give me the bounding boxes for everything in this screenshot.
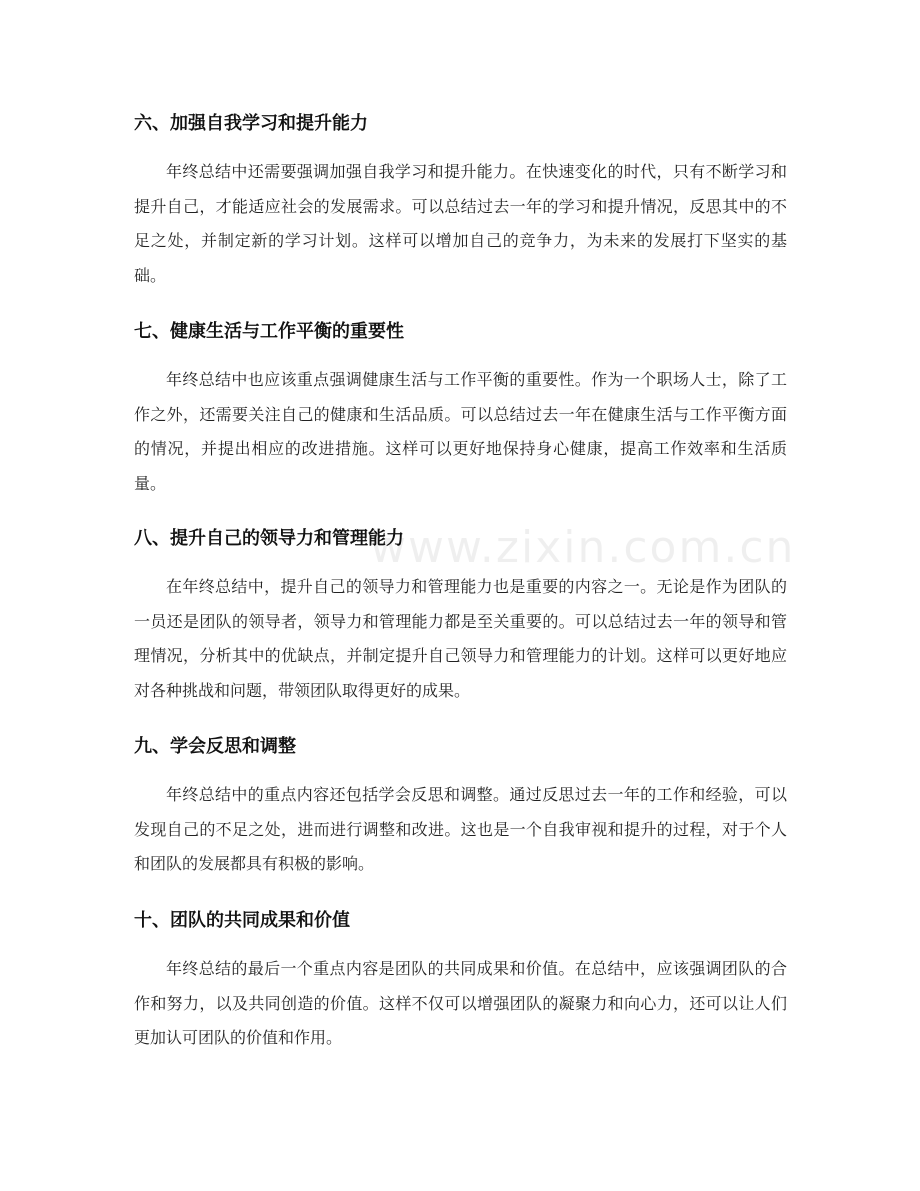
- watermark: www.zixin.com.cn: [370, 522, 796, 573]
- section-paragraph-10: 年终总结的最后一个重点内容是团队的共同成果和价值。在总结中，应该强调团队的合作和努力，以及共同创造的价值。这样不仅可以增强团队的凝聚力和向心力，还可以让人们更加认可团队的价值和作用。: [134, 959, 787, 1048]
- section-heading-6: 六、加强自我学习和提升能力: [134, 113, 368, 134]
- section-paragraph-8: 在年终总结中，提升自己的领导力和管理能力也是重要的内容之一。无论是作为团队的一员还是团队的领导者，领导力和管理能力都是至关重要的。可以总结过去一年的领导和管理情况，分析其中的优缺点，并制定提升自己领导力和管理能力的计划。这样可以更好地应对各种挑战和问题，带领团队取得更好的成果。: [134, 577, 787, 701]
- section-heading-10: 十、团队的共同成果和价值: [134, 910, 350, 931]
- section-paragraph-6: 年终总结中还需要强调加强自我学习和提升能力。在快速变化的时代，只有不断学习和提升自己，才能适应社会的发展需求。可以总结过去一年的学习和提升情况，反思其中的不足之处，并制定新的学习计划。这样可以增加自己的竞争力，为未来的发展打下坚实的基础。: [134, 162, 787, 286]
- section-heading-8: 八、提升自己的领导力和管理能力: [134, 528, 404, 549]
- section-heading-7: 七、健康生活与工作平衡的重要性: [134, 321, 404, 342]
- section-heading-9: 九、学会反思和调整: [134, 736, 296, 757]
- section-paragraph-7: 年终总结中也应该重点强调健康生活与工作平衡的重要性。作为一个职场人士，除了工作之外，还需要关注自己的健康和生活品质。可以总结过去一年在健康生活与工作平衡方面的情况，并提出相应的改进措施。这样可以更好地保持身心健康，提高工作效率和生活质量。: [134, 370, 787, 494]
- section-paragraph-9: 年终总结中的重点内容还包括学会反思和调整。通过反思过去一年的工作和经验，可以发现自己的不足之处，进而进行调整和改进。这也是一个自我审视和提升的过程，对于个人和团队的发展都具有积极的影响。: [134, 785, 787, 874]
